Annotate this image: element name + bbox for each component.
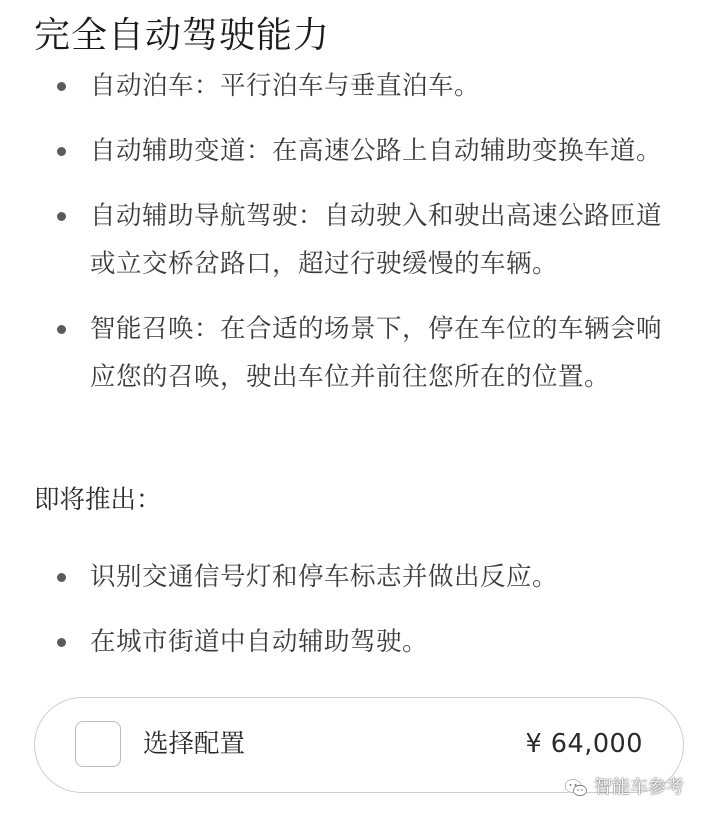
bullet-dot [57,212,66,221]
capability-text: 自动辅助变道：在高速公路上自动辅助变换车道。 [90,136,663,166]
watermark [564,776,684,800]
capabilities-list [0,62,706,401]
bullet-dot [57,82,66,91]
config-label: 选择配置 [143,729,246,759]
upcoming-text: 识别交通信号灯和停车标志并做出反应。 [90,562,559,592]
list-item [0,62,706,110]
wechat-icon [564,778,588,798]
capability-text: 智能召唤：在合适的场景下，停在车位的车辆会响应您的召唤，驶出车位并前往您所在的位置。 [90,314,663,392]
page-title: 完全自动驾驶能力 [34,15,331,56]
list-item [0,618,706,666]
list-item [0,192,706,288]
bullet-dot [57,573,66,582]
config-price: ¥ 64,000 [525,729,643,759]
watermark-text: 智能车参考 [594,777,684,798]
list-item [0,305,706,401]
bullet-dot [57,325,66,334]
upcoming-list [0,553,706,666]
upcoming-text: 在城市街道中自动辅助驾驶。 [90,627,429,657]
capability-text: 自动泊车：平行泊车与垂直泊车。 [90,71,481,101]
list-item [0,553,706,601]
capability-text: 自动辅助导航驾驶：自动驶入和驶出高速公路匝道或立交桥岔路口，超过行驶缓慢的车辆。 [90,201,663,279]
config-checkbox[interactable] [75,721,121,767]
bullet-dot [57,638,66,647]
upcoming-heading: 即将推出： [34,485,162,515]
list-item [0,127,706,175]
bullet-dot [57,147,66,156]
